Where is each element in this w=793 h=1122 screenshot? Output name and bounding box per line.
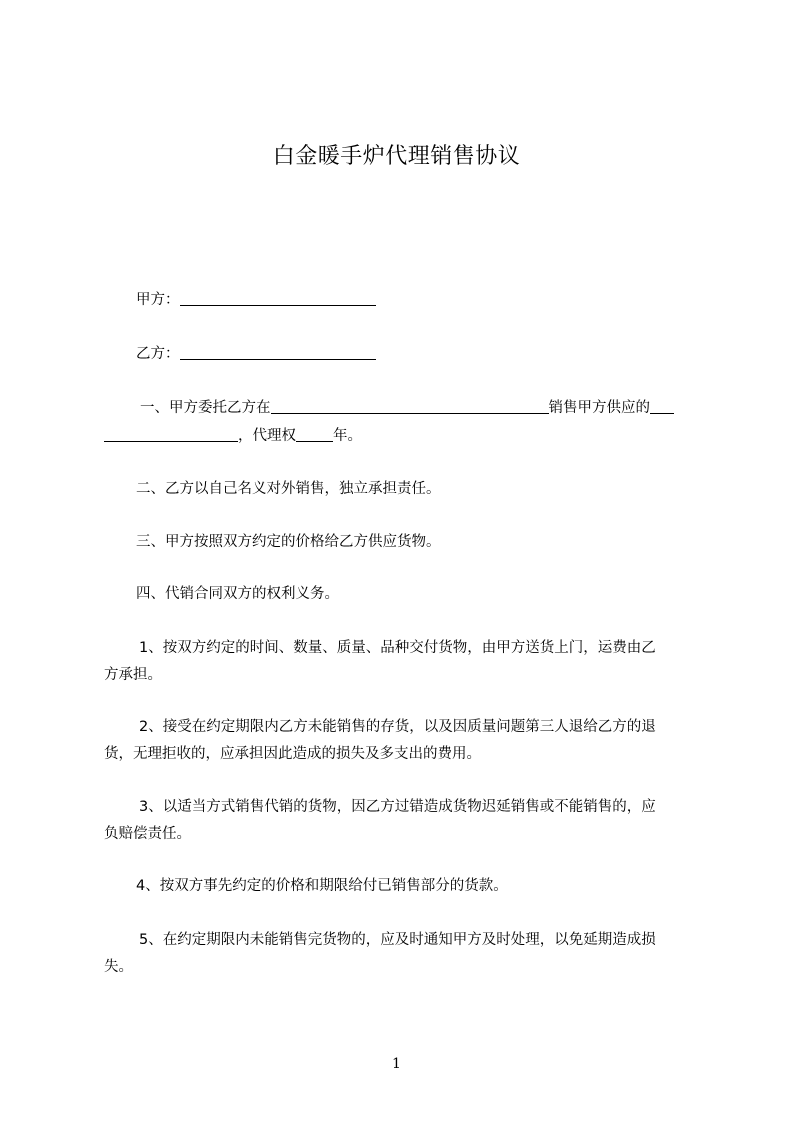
party-b-line: [136, 340, 741, 369]
item-5-line-1: 5、在约定期限内未能销售完货物的，应及时通知甲方及时处理，以免延期造成损: [139, 932, 656, 948]
item-2-line-1: 2、接受在约定期限内乙方未能销售的存货，以及因质量问题第三人退给乙方的退: [139, 719, 656, 735]
item-2-line-2: 货，无理拒收的，应承担因此造成的损失及多支出的费用。: [104, 746, 481, 762]
document-title: 白金暖手炉代理销售协议: [272, 144, 521, 169]
item-3-line-2: 负赔偿责任。: [104, 826, 191, 842]
clause-1-years-blank: [296, 424, 333, 442]
clause-1-text-d: 年。: [333, 428, 362, 444]
clause-1-line-2: [104, 422, 709, 451]
clause-1-line-1: [140, 394, 745, 423]
clause-4: 四、代销合同双方的权利义务。: [136, 586, 339, 602]
clause-1-text-a: 一、甲方委托乙方在: [140, 400, 271, 416]
party-b-label: 乙方：: [136, 346, 180, 362]
item-1-line-2: 方承担。: [104, 667, 162, 683]
item-1-line-1: 1、按双方约定的时间、数量、质量、品种交付货物，由甲方送货上门，运费由乙: [139, 640, 656, 656]
party-a-blank: [180, 288, 376, 306]
party-a-line: [136, 286, 741, 315]
clause-1-text-c: ，代理权: [238, 428, 296, 444]
item-5-line-2: 失。: [104, 959, 133, 975]
page-number: 1: [392, 1056, 401, 1072]
clause-1-location-blank: [271, 396, 549, 414]
item-3-line-1: 3、以适当方式销售代销的货物，因乙方过错造成货物迟延销售或不能销售的，应: [139, 799, 656, 815]
party-b-blank: [180, 342, 376, 360]
item-4: 4、按双方事先约定的价格和期限给付已销售部分的货款。: [136, 878, 508, 894]
clause-2: 二、乙方以自己名义对外销售，独立承担责任。: [136, 481, 441, 497]
clause-1-goods-blank-b: [104, 424, 238, 442]
clause-3: 三、甲方按照双方约定的价格给乙方供应货物。: [136, 534, 441, 550]
party-a-label: 甲方：: [136, 292, 180, 308]
clause-1-text-b: 销售甲方供应的: [548, 400, 650, 416]
clause-1-goods-blank-a: [650, 396, 674, 414]
